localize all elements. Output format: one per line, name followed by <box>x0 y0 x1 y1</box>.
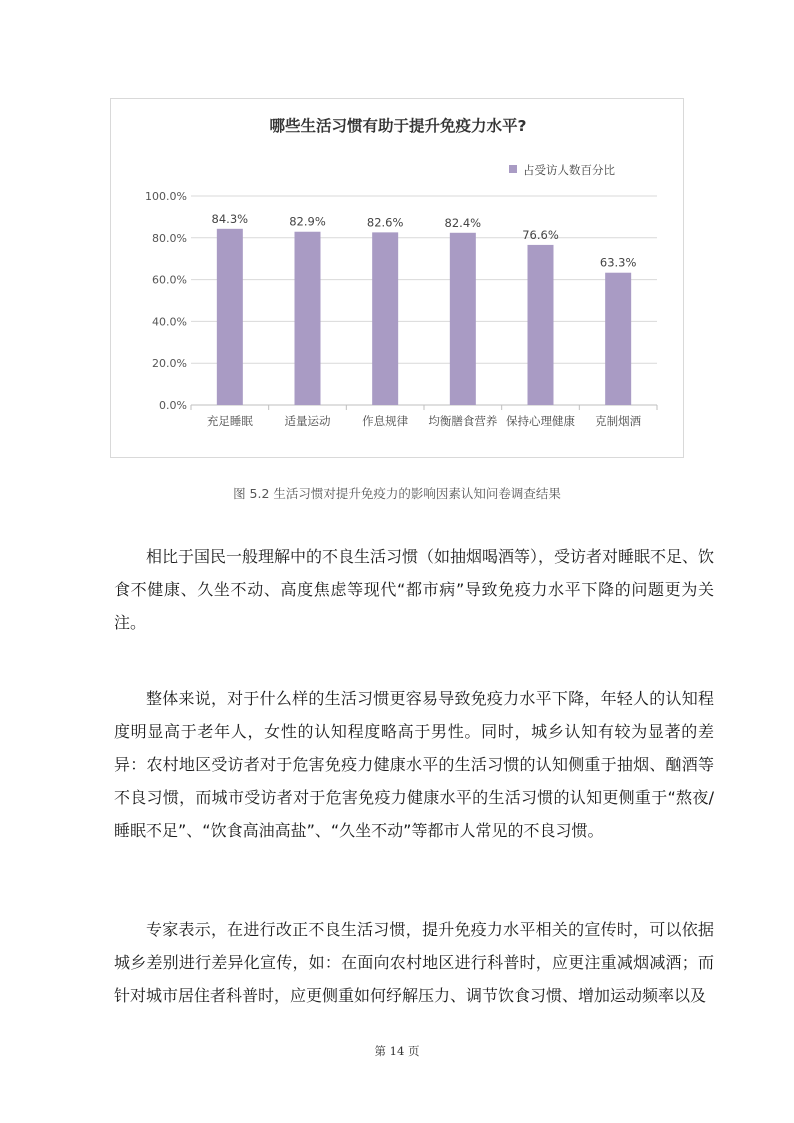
x-tick-label: 保持心理健康 <box>506 414 575 428</box>
y-tick-label: 0.0% <box>159 399 187 412</box>
paragraph-2: 整体来说，对于什么样的生活习惯更容易导致免疫力水平下降，年轻人的认知程度明显高于老年人，女性的认知程度略高于男性。同时，城乡认知有较为显著的差异：农村地区受访者对于危害免疫力健康水平的生活习惯的认知侧重于抽烟、酗酒等不良习惯，而城市受访者对于危害免疫力健康水平的生活习惯的认知更侧重于“熬夜/睡眠不足”、“饮食高油高盐”、“久坐不动”等都市人常见的不良习惯。 <box>114 689 714 840</box>
x-tick-label: 适量运动 <box>284 414 331 428</box>
y-tick-label: 80.0% <box>152 231 187 245</box>
chart-container <box>110 98 684 458</box>
x-tick-label: 克制烟酒 <box>595 414 642 428</box>
legend-label: 占受访人数百分比 <box>523 163 615 177</box>
bar-chart <box>111 99 685 459</box>
y-tick-label: 20.0% <box>152 357 187 371</box>
y-tick-label: 100.0% <box>145 190 187 203</box>
bar <box>528 245 554 405</box>
y-tick-label: 40.0% <box>152 315 187 329</box>
bar <box>295 232 321 405</box>
x-tick-label: 充足睡眠 <box>206 414 253 428</box>
bar <box>372 232 398 405</box>
x-tick-label: 均衡膳食营养 <box>428 414 498 428</box>
data-label: 82.9% <box>289 214 326 229</box>
chart-title: 哪些生活习惯有助于提升免疫力水平? <box>269 117 527 135</box>
bar <box>217 229 243 405</box>
bar <box>450 233 476 405</box>
data-label: 82.6% <box>366 215 404 230</box>
page-number: 第 14 页 <box>374 1044 420 1058</box>
paragraph-3: 专家表示，在进行改正不良生活习惯，提升免疫力水平相关的宣传时，可以依据城乡差别进行差异化宣传，如：在面向农村地区进行科普时，应更注重减烟减酒；而针对城市居住者科普时，应更侧重如何纾解压力、调节饮食习惯、增加运动频率以及 <box>114 920 714 1005</box>
bar <box>605 273 631 405</box>
figure-caption: 图 5.2 生活习惯对提升免疫力的影响因素认知问卷调查结果 <box>233 486 561 501</box>
x-tick-label: 作息规律 <box>362 414 409 428</box>
data-label: 82.4% <box>444 215 482 230</box>
legend-swatch <box>509 165 517 173</box>
y-tick-label: 60.0% <box>152 273 187 287</box>
data-label: 76.6% <box>522 227 559 242</box>
data-label: 84.3% <box>211 211 249 226</box>
paragraph-1: 相比于国民一般理解中的不良生活习惯（如抽烟喝酒等），受访者对睡眠不足、饮食不健康、久坐不动、高度焦虑等现代“都市病”导致免疫力水平下降的问题更为关注。 <box>114 547 715 632</box>
data-label: 63.3% <box>599 255 637 270</box>
